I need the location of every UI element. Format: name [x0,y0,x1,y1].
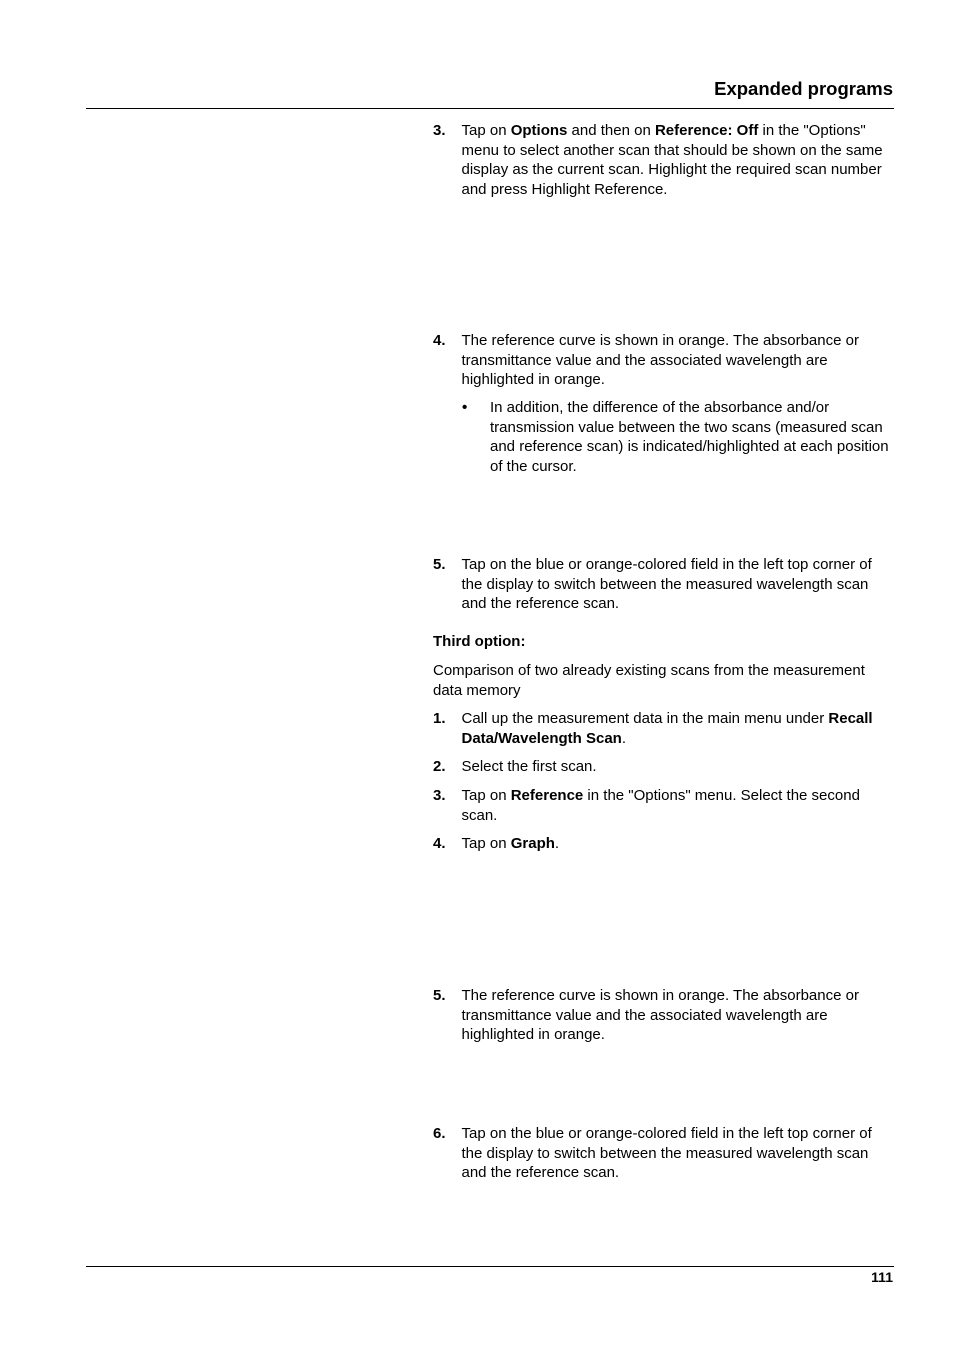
ui-term-reference: Reference [510,787,584,804]
text-run: Tap on [461,787,511,804]
text-run: . [621,729,626,747]
step-3-options [433,121,895,199]
step-5-switch-scan [433,555,895,614]
step-text: The reference curve is shown in orange. The absorbance or transmittance value and the associated wavelength are highlighted in orange. [461,987,859,1043]
step-text [462,834,896,854]
ui-term-graph: Graph [510,835,555,852]
step-text [462,709,896,748]
text-run: Call up the measurement data in the main menu under [461,710,829,727]
step-number: 4. [433,835,446,852]
third-option-heading: Third option: [433,633,526,650]
step-number: 2. [433,758,446,775]
step-number: 5. [433,556,446,573]
step-number: 3. [433,787,446,804]
text-run: and then on [567,122,655,139]
third-option-intro: Comparison of two already existing scans from the measurement data memory [433,662,865,699]
ui-term-options: Options [510,122,568,139]
step-text [462,121,896,199]
text-run: Tap on [461,122,511,139]
step-text: Select the first scan. [461,758,597,775]
ui-term-reference-off: Reference: Off [654,122,759,139]
bullet-text: In addition, the difference of the absorbance and/or transmission value between the two scans (measured scan and reference scan) is indicated/highlighted at each position of the cursor. [490,399,889,475]
text-run: Tap on [461,835,511,852]
step-5-reference-curve [433,986,895,1045]
step-number: 5. [433,987,446,1004]
step-2-select-first-scan [433,757,895,777]
step-4-graph [433,834,895,854]
step-number: 1. [433,710,446,727]
step-number: 4. [433,332,446,349]
step-number: 6. [433,1125,446,1142]
footer-rule [86,1266,894,1267]
bullet-difference-note [462,398,895,476]
ui-term-recall-data: Recall Data/Wavelength Scan [461,710,873,747]
step-text: The reference curve is shown in orange. The absorbance or transmittance value and the associated wavelength are highlighted in orange. [461,332,859,388]
section-title: Expanded programs [714,78,893,99]
bullet-symbol: • [462,399,468,416]
step-1-recall-data [433,709,895,748]
header-rule [86,108,894,109]
step-4-reference-curve [433,331,895,390]
step-3-reference [433,786,895,825]
text-run: . [554,835,560,852]
step-text [462,786,896,825]
step-6-switch-scan [433,1124,895,1183]
step-text: Tap on the blue or orange-colored field in the left top corner of the display to switch between the measured wavelength scan and the reference scan. [461,1125,872,1181]
page-number: 111 [871,1269,893,1285]
text-run: in the "Options" menu to select another scan that should be shown on the same display as the current scan. Highlight the required scan number and press Highlight Reference. [461,122,883,198]
step-text: Tap on the blue or orange-colored field in the left top corner of the display to switch between the measured wavelength scan and the reference scan. [461,556,872,612]
step-number: 3. [433,122,446,139]
text-run: in the "Options" menu. Select the second scan. [461,787,860,824]
